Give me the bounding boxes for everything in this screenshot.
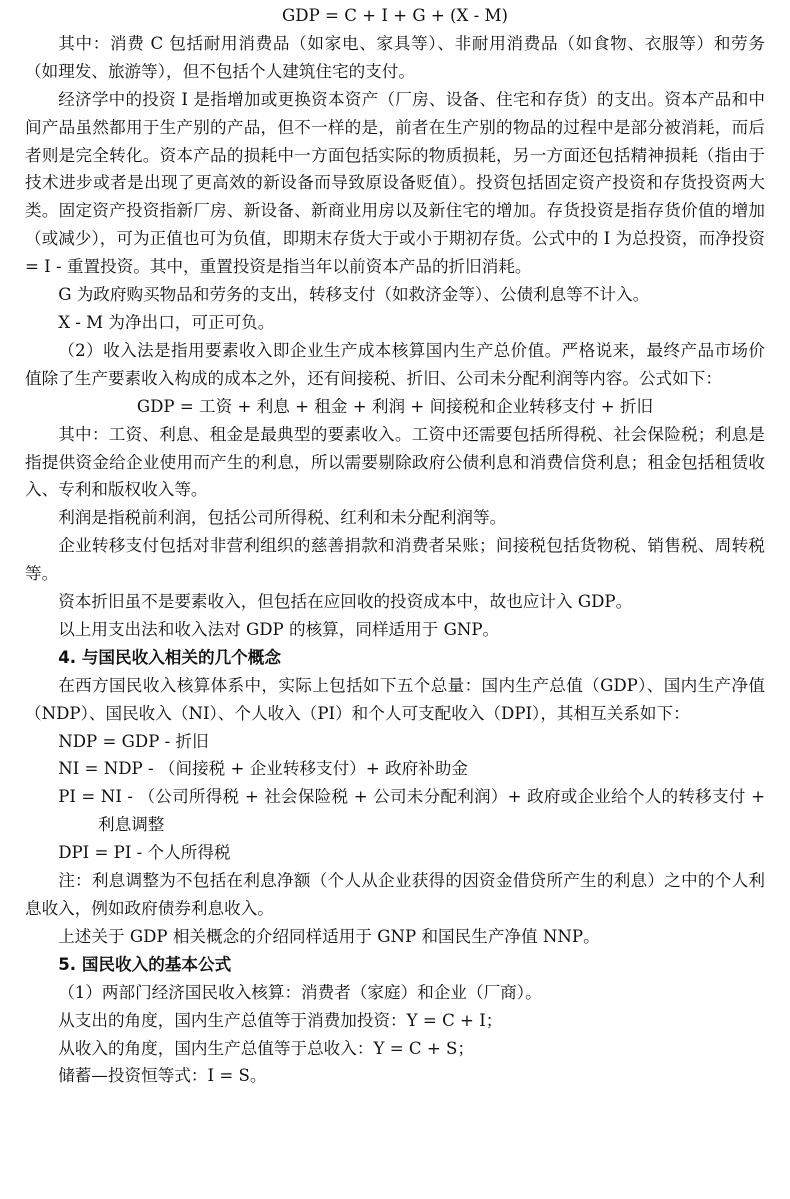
paragraph-transfer: 企业转移支付包括对非营利组织的慈善捐款和消费者呆账；间接税包括货物税、销售税、周转税等。	[25, 536, 765, 584]
formula-ndp: NDP = GDP - 折旧	[58, 731, 209, 751]
formula-saving-investment: 储蓄—投资恒等式：I = S。	[58, 1066, 267, 1086]
paragraph-nnp-note: 上述关于 GDP 相关概念的介绍同样适用于 GNP 和国民生产净值 NNP。	[58, 926, 600, 946]
paragraph-profit: 利润是指税前利润，包括公司所得税、红利和未分配利润等。	[58, 508, 507, 528]
section-heading-4: 4. 与国民收入相关的几个概念	[58, 647, 281, 667]
paragraph-five-aggregates: 在西方国民收入核算体系中，实际上包括如下五个总量：国内生产总值（GDP）、国内生产净值（NDP）、国民收入（NI）、个人收入（PI）和个人可支配收入（DPI），其相互关系如下：	[25, 675, 765, 723]
paragraph-investment: 经济学中的投资 I 是指增加或更换资本资产（厂房、设备、住宅和存货）的支出。资本产品和中间产品虽然都用于生产别的产品，但不一样的是，前者在生产别的物品的过程中是部分被消耗，而后者则是完全转化。资本产品的损耗中一方面包括实际的物质损耗，另一方面还包括精神损耗（指由于技术进步或者是出现了更高效的新设备而导致原设备贬值）。投资包括固定资产投资和存货投资两大类。固定资产投资指新厂房、新设备、新商业用房以及新住宅的增加。存货投资是指存货价值的增加（或减少），可为正值也可为负值，即期末存货大于或小于期初存货。公式中的 I 为总投资，而净投资 = I - 重置投资。其中，重置投资是指当年以前资本产品的折旧消耗。	[25, 89, 765, 277]
paragraph-income-method: （2）收入法是指用要素收入即企业生产成本核算国内生产总价值。严格说来，最终产品市场价值除了生产要素收入构成的成本之外，还有间接税、折旧、公司未分配利润等内容。公式如下：	[25, 340, 765, 388]
section-heading-5: 5. 国民收入的基本公式	[58, 954, 232, 974]
formula-dpi: DPI = PI - 个人所得税	[58, 843, 231, 863]
formula-gdp-expenditure: GDP = C + I + G + (X - M)	[282, 6, 508, 25]
paragraph-consumption: 其中：消费 C 包括耐用消费品（如家电、家具等）、非耐用消费品（如食物、衣服等）和劳务（如理发、旅游等），但不包括个人建筑住宅的支付。	[25, 33, 765, 81]
paragraph-net-export: X - M 为净出口，可正可负。	[58, 312, 275, 332]
paragraph-two-sector: （1）两部门经济国民收入核算：消费者（家庭）和企业（厂商）。	[58, 982, 542, 1002]
formula-income-identity: 从收入的角度，国内生产总值等于总收入：Y = C + S；	[58, 1038, 474, 1058]
paragraph-interest-note: 注：利息调整为不包括在利息净额（个人从企业获得的因资金借贷所产生的利息）之中的个人利息收入，例如政府债券利息收入。	[25, 871, 765, 918]
formula-gdp-income: GDP = 工资 + 利息 + 租金 + 利润 + 间接税和企业转移支付 + 折旧	[136, 396, 654, 416]
paragraph-depreciation: 资本折旧虽不是要素收入，但包括在应回收的投资成本中，故也应计入 GDP。	[58, 592, 633, 612]
paragraph-government: G 为政府购买物品和劳务的支出，转移支付（如救济金等）、公债利息等不计入。	[58, 285, 650, 305]
formula-ni: NI = NDP - （间接税 + 企业转移支付）+ 政府补助金	[58, 759, 468, 779]
formula-expenditure-identity: 从支出的角度，国内生产总值等于消费加投资：Y = C + I；	[58, 1010, 503, 1030]
formula-pi: PI = NI - （公司所得税 + 社会保险税 + 公司未分配利润）+ 政府或企业给个人的转移支付 + 利息调整	[58, 787, 765, 835]
paragraph-gnp-note: 以上用支出法和收入法对 GDP 的核算，同样适用于 GNP。	[58, 619, 500, 639]
paragraph-factor-income: 其中：工资、利息、租金是最典型的要素收入。工资中还需要包括所得税、社会保险税；利息是指提供资金给企业使用而产生的利息，所以需要剔除政府公债利息和消费信贷利息；租金包括租赁收入、专利和版权收入等。	[25, 424, 765, 500]
